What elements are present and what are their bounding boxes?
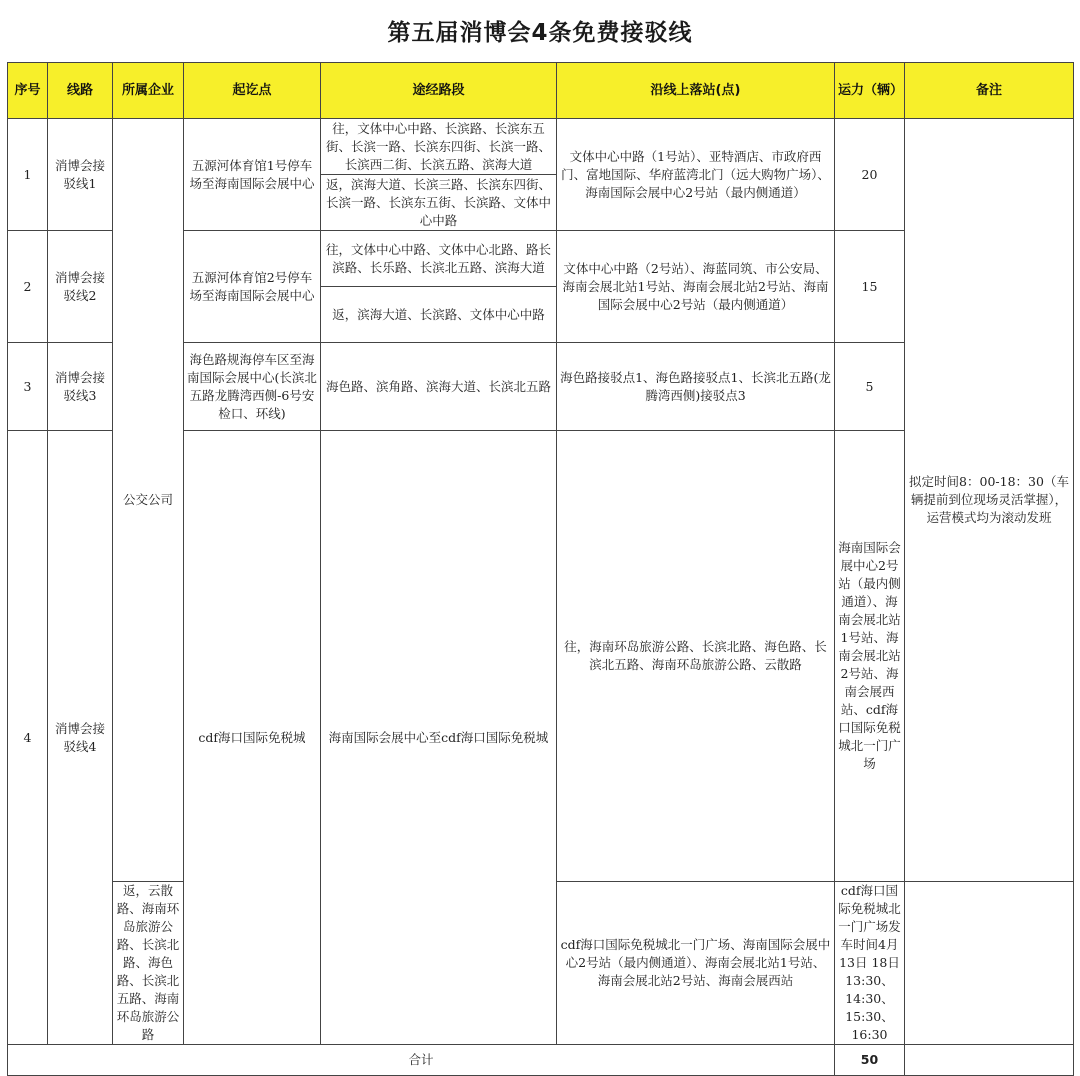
row-capacity: 20 [835,119,905,231]
remark-line4-b: cdf海口国际免税城北一门广场发车时间4月13日 18日13:30、14:30、15:30、16:30 [835,882,905,1045]
total-remark-empty [905,1045,1074,1076]
row-route-back: 返，滨海大道、长滨路、文体中心中路 [321,287,557,343]
row-capacity: 5 [835,343,905,431]
header-start-end: 起讫点 [184,63,321,119]
row-start-end: 海南国际会展中心至cdf海口国际免税城 [321,431,557,1045]
remark-lines-1-3: 拟定时间8：00-18：30（车辆提前到位现场灵活掌握），运营模式均为滚动发班 [905,119,1074,882]
total-row [8,1045,1074,1076]
row-route-back: 返，云散路、海南环岛旅游公路、长滨北路、海色路、长滨北五路、海南环岛旅游公路 [113,882,184,1045]
row-route: 海色路、滨角路、滨海大道、长滨北五路 [321,343,557,431]
row-no: 3 [8,343,48,431]
row-company: cdf海口国际免税城 [184,431,321,1045]
row-route-out: 往，文体中心中路、长滨路、长滨东五街、长滨一路、长滨东四街、长滨一路、长滨西二街、长滨五路、滨海大道 [321,119,557,175]
row-stops: 文体中心中路（2号站）、海蓝同筑、市公安局、海南会展北站1号站、海南会展北站2号站、海南国际会展中心2号站（最内侧通道） [557,231,835,343]
header-remark: 备注 [905,63,1074,119]
shuttle-table [7,62,1074,1076]
header-stops: 沿线上落站(点) [557,63,835,119]
row-route-out: 往，文体中心中路、文体中心北路、路长滨路、长乐路、长滨北五路、滨海大道 [321,231,557,287]
row-line: 消博会接驳线3 [48,343,113,431]
header-company: 所属企业 [113,63,184,119]
row-line: 消博会接驳线1 [48,119,113,231]
row-stops: 海色路接驳点1、海色路接驳点1、长滨北五路(龙腾湾西侧)接驳点3 [557,343,835,431]
row-no: 4 [8,431,48,1045]
row-line: 消博会接驳线2 [48,231,113,343]
row-company: 公交公司 [113,119,184,882]
header-capacity: 运力（辆） [835,63,905,119]
row-no: 1 [8,119,48,231]
page-title: 第五届消博会4条免费接驳线 [387,20,693,46]
row-capacity: 15 [835,231,905,343]
total-value: 50 [835,1045,905,1076]
row-start-end: 海色路规海停车区至海南国际会展中心(长滨北五路龙腾湾西侧-6号安检口、环线) [184,343,321,431]
header-no: 序号 [8,63,48,119]
row-stops-out: 海南国际会展中心2号站（最内侧通道）、海南会展北站1号站、海南会展北站2号站、海南会展西站、cdf海口国际免税城北一门广场 [835,431,905,882]
header-line: 线路 [48,63,113,119]
table-row [8,119,1074,175]
total-label: 合计 [8,1045,835,1076]
row-start-end: 五源河体育馆2号停车场至海南国际会展中心 [184,231,321,343]
row-line: 消博会接驳线4 [48,431,113,1045]
row-stops: 文体中心中路（1号站）、亚特酒店、市政府西门、富地国际、华府蓝湾北门（远大购物广场）、海南国际会展中心2号站（最内侧通道） [557,119,835,231]
row-route-out: 往，海南环岛旅游公路、长滨北路、海色路、长滨北五路、海南环岛旅游公路、云散路 [557,431,835,882]
row-stops-back: cdf海口国际免税城北一门广场、海南国际会展中心2号站（最内侧通道）、海南会展北站1号站、海南会展北站2号站、海南会展西站 [557,882,835,1045]
row-start-end: 五源河体育馆1号停车场至海南国际会展中心 [184,119,321,231]
header-row [8,63,1074,119]
header-route: 途经路段 [321,63,557,119]
row-no: 2 [8,231,48,343]
row-route-back: 返，滨海大道、长滨三路、长滨东四街、长滨一路、长滨东五街、长滨路、文体中心中路 [321,175,557,231]
